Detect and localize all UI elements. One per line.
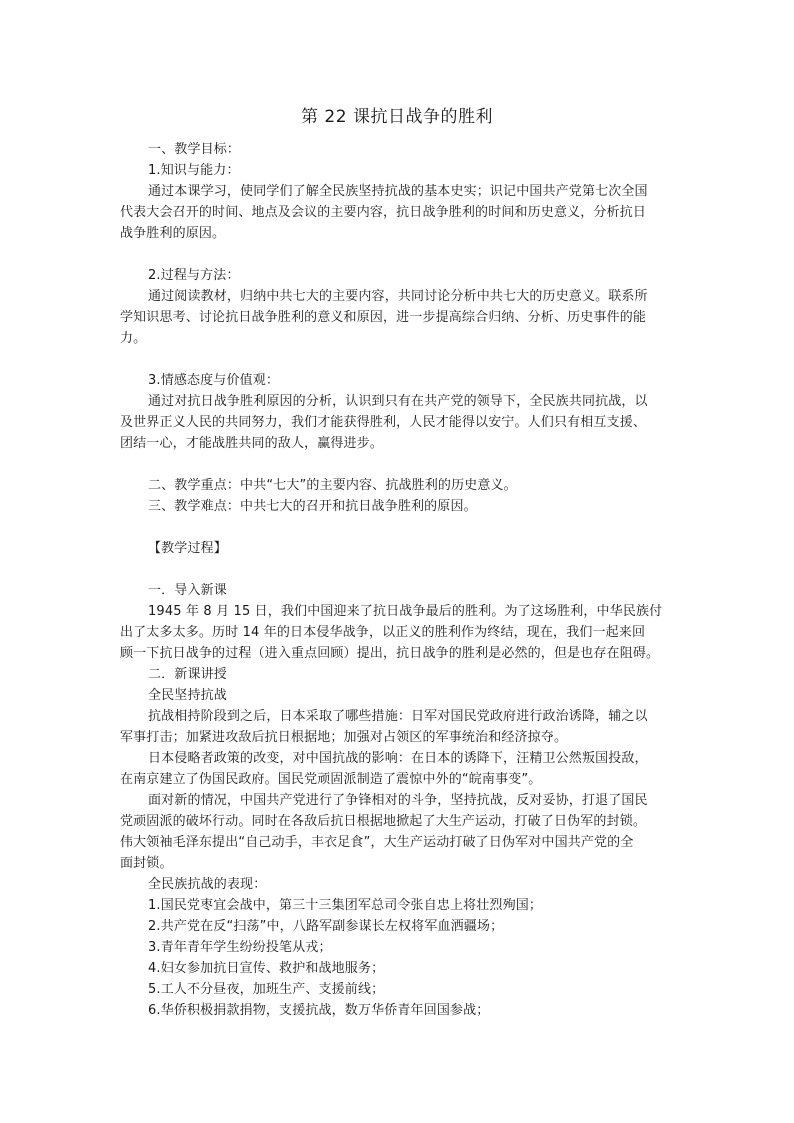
paragraph-line: 面封锁。 (120, 856, 173, 871)
list-item: 1.国民党枣宜会战中，第三十三集团军总司令张自忠上将壮烈殉国； (148, 898, 543, 913)
list-item: 5.工人不分昼夜，加班生产、支援前线； (148, 982, 385, 997)
paragraph-line: 抗战相持阶段到之后，日本采取了哪些措施：日军对国民党政府进行政治诱降，辅之以 (148, 709, 648, 724)
paragraph-line: 军事打击；加紧进攻敌后抗日根据地；加强对占领区的军事统治和经济掠夺。 (120, 730, 568, 745)
list-item: 3.青年青年学生纷纷投笔从戎； (148, 940, 332, 955)
subheading-introduction: 一．导入新课 (148, 583, 227, 598)
paragraph-line: 学知识思考、讨论抗日战争胜利的意义和原因，进一步提高综合归纳、分析、历史事件的能 (120, 310, 647, 325)
subheading-new-lesson: 二．新课讲授 (148, 667, 227, 682)
subheading-nationwide: 全民族抗战的表现： (148, 877, 267, 892)
paragraph-line: 面对新的情况，中国共产党进行了争锋相对的斗争，坚持抗战，反对妥协，打退了国民 (148, 793, 648, 808)
section-heading-key-points: 二、教学重点：中共“七大”的主要内容、抗战胜利的历史意义。 (148, 478, 517, 493)
subheading-persist: 全民坚持抗战 (148, 688, 227, 703)
subheading-process: 2.过程与方法： (148, 268, 240, 283)
section-heading-difficulties: 三、教学难点：中共七大的召开和抗日战争胜利的原因。 (148, 499, 477, 514)
paragraph-line: 出了太多太多。历时 14 年的日本侵华战争，以正义的胜利作为终结，现在，我们一起来回 (120, 625, 646, 640)
paragraph-line: 通过阅读教材，归纳中共七大的主要内容，共同讨论分析中共七大的历史意义。联系所 (148, 289, 648, 304)
list-item: 4.妇女参加抗日宣传、救护和战地服务； (148, 961, 385, 976)
document-title: 第 22 课抗日战争的胜利 (301, 107, 493, 127)
paragraph-line: 代表大会召开的时间、地点及会议的主要内容，抗日战争胜利的时间和历史意义，分析抗日 (120, 205, 647, 220)
subheading-attitude: 3.情感态度与价值观： (148, 373, 280, 388)
paragraph-line: 日本侵略者政策的改变，对中国抗战的影响：在日本的诱降下，汪精卫公然叛国投敌， (148, 751, 648, 766)
section-heading-objectives: 一、教学目标： (148, 142, 241, 157)
paragraph-line: 在南京建立了伪国民政府。国民党顽固派制造了震惊中外的“皖南事变”。 (120, 772, 542, 787)
paragraph-line: 顾一下抗日战争的过程（进入重点回顾）提出，抗日战争的胜利是必然的，但是也存在阻碍。 (120, 646, 660, 661)
paragraph-line: 伟大领袖毛泽东提出“自己动手，丰衣足食”，大生产运动打破了日伪军对中国共产党的全 (120, 835, 634, 850)
paragraph-line: 力。 (120, 331, 147, 346)
subheading-knowledge: 1.知识与能力： (148, 163, 240, 178)
paragraph-line: 战争胜利的原因。 (120, 226, 226, 241)
list-item: 2.共产党在反“扫荡”中，八路军副参谋长左权将军血洒疆场； (148, 919, 504, 934)
list-item: 6.华侨积极捐款捐物，支援抗战，数万华侨青年回国参战； (148, 1003, 490, 1018)
paragraph-line: 及世界正义人民的共同努力，我们才能获得胜利，人民才能得以安宁。人们只有相互支援、 (120, 415, 647, 430)
paragraph-line: 团结一心，才能战胜共同的敌人，赢得进步。 (120, 436, 384, 451)
paragraph-line: 通过对抗日战争胜利原因的分析，认识到只有在共产党的领导下，全民族共同抗战，以 (148, 394, 648, 409)
paragraph-line: 通过本课学习，使同学们了解全民族坚持抗战的基本史实；识记中国共产党第七次全国 (148, 184, 648, 199)
paragraph-line: 1945 年 8 月 15 日，我们中国迎来了抗日战争最后的胜利。为了这场胜利，中华民族付 (148, 604, 663, 619)
paragraph-line: 党顽固派的破坏行动。同时在各敌后抗日根据地掀起了大生产运动，打破了日伪军的封锁。 (120, 814, 647, 829)
section-heading-process: 【教学过程】 (148, 541, 227, 556)
